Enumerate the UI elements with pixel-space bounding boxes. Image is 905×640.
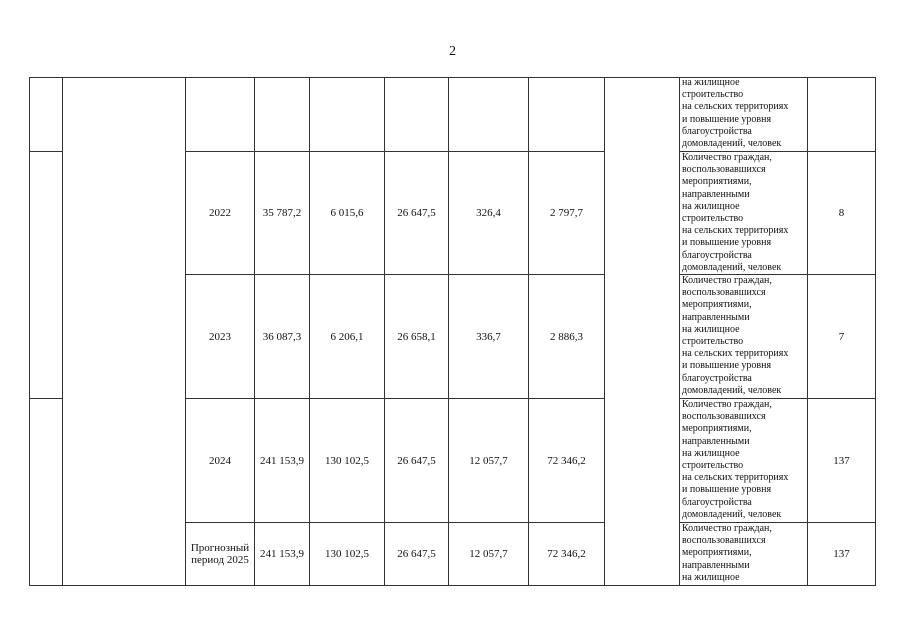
indicator-text: Количество граждан, воспользовавшихся мероприятиями, направленными на жилищное строительство на сельских территориях и повышение уровня благоустройства домовладений, человек [682,275,789,396]
row-separator [29,398,62,399]
extra-cell: 72 346,2 [547,454,586,467]
table-left-border [29,77,30,586]
federal-cell: 130 102,5 [325,548,369,560]
local-cell: 12 057,7 [469,454,508,467]
year-cell: 2024 [209,454,231,467]
federal-cell: 130 102,5 [325,454,369,467]
regional-cell: 26 647,5 [397,454,436,467]
indicator-value: 7 [838,330,845,343]
federal-cell: 6 206,1 [330,330,364,343]
column-divider [679,77,680,586]
year-cell: 2023 [209,330,231,343]
federal-cell: 6 015,6 [330,207,364,219]
column-divider [604,77,605,586]
regional-cell: 26 647,5 [397,207,436,219]
table-right-border [875,77,876,586]
indicator-text: Количество граждан, воспользовавшихся мероприятиями, направленными на жилищное строительство на сельских территориях и повышение уровня благоустройства домовладений, человек [682,399,789,520]
total-cell: 35 787,2 [262,207,302,219]
regional-cell: 26 647,5 [397,548,436,560]
row-separator [29,151,62,152]
total-cell: 241 153,9 [260,548,304,560]
local-cell: 12 057,7 [469,548,508,560]
local-cell: 336,7 [476,330,501,343]
indicator-text-partial: на жилищное строительство на сельских территориях и повышение уровня благоустройства домовладений, человек [682,77,789,150]
page-number: 2 [449,44,456,59]
year-cell: 2022 [209,207,231,219]
regional-cell: 26 658,1 [397,330,436,343]
column-divider [62,77,63,586]
table-bottom-border [29,585,876,586]
indicator-value: 137 [833,454,850,467]
total-cell: 36 087,3 [262,330,302,343]
year-cell: Прогнозный период 2025 [190,542,250,566]
total-cell: 241 153,9 [260,454,304,467]
local-cell: 326,4 [476,207,501,219]
indicator-text: Количество граждан, воспользовавшихся мероприятиями, направленными на жилищное строительство на сельских территориях и повышение уровня благоустройства домовладений, человек [682,152,789,273]
extra-cell: 72 346,2 [547,548,586,560]
indicator-value: 137 [833,548,850,560]
extra-cell: 2 797,7 [550,207,583,219]
extra-cell: 2 886,3 [550,330,583,343]
indicator-text: Количество граждан, воспользовавшихся мероприятиями, направленными на жилищное [682,523,772,583]
indicator-value: 8 [838,207,845,219]
